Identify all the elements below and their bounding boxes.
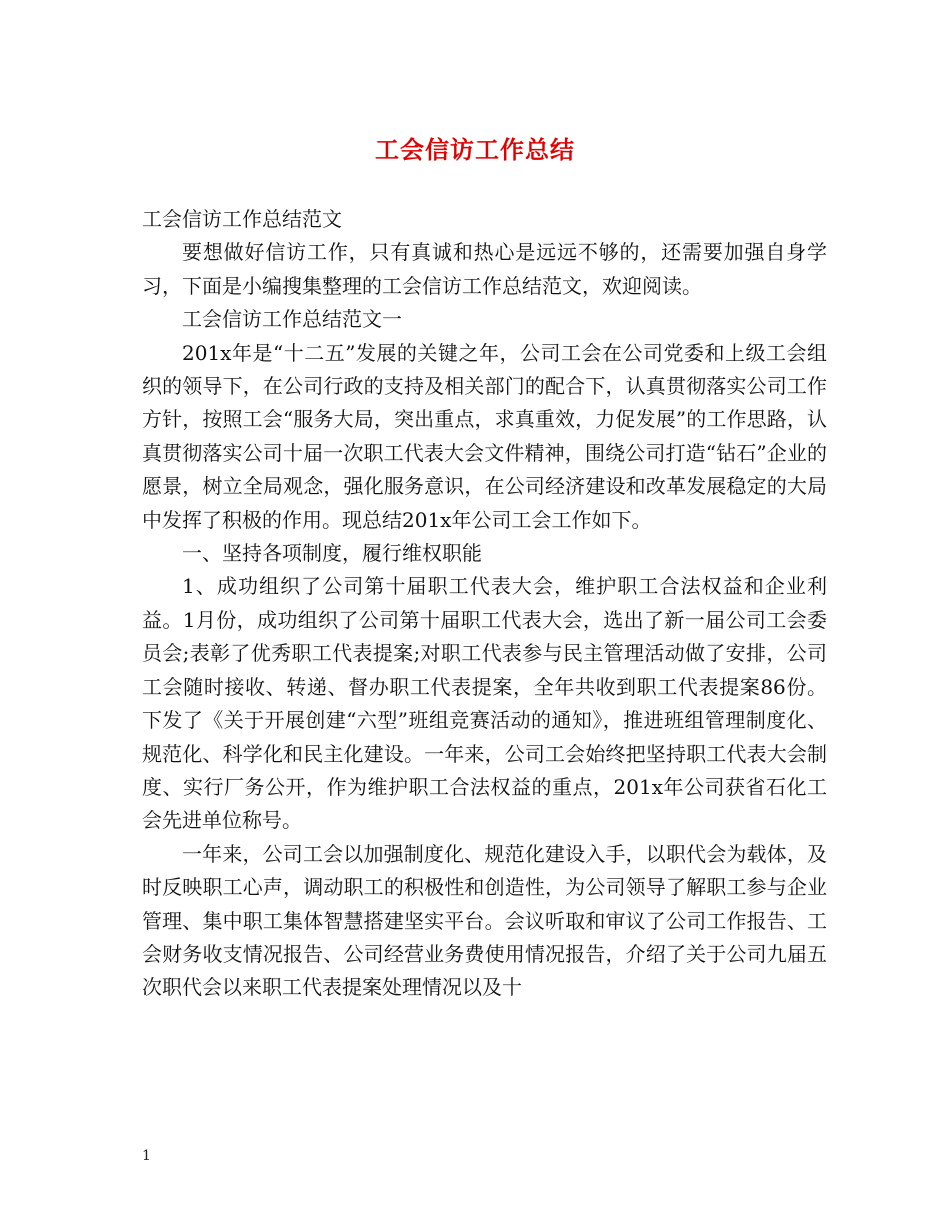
paragraph-item-one: 1、成功组织了公司第十届职工代表大会，维护职工合法权益和企业利益。1月份，成功组织了公司第十届职工代表大会，选出了新一届公司工会委员会;表彰了优秀职工代表提案;对职工代表参与民主管理活动做了安排，公司工会随时接收、转递、督办职工代表提案，全年共收到职工代表提案86份。下发了《关于开展创建“六型”班组竞赛活动的通知》，推进班组管理制度化、规范化、科学化和民主化建设。一年来，公司工会始终把坚持职工代表大会制度、实行厂务公开，作为维护职工合法权益的重点，201x年公司获省石化工会先进单位称号。 <box>142 574 827 833</box>
paragraph-subtitle: 工会信访工作总结范文 <box>142 207 342 231</box>
paragraph-section-heading: 工会信访工作总结范文一 <box>182 307 402 332</box>
page-number: 1 <box>142 1148 151 1164</box>
paragraph-heading-one: 一、坚持各项制度，履行维权职能 <box>182 541 482 566</box>
paragraph-year-summary: 一年来，公司工会以加强制度化、规范化建设入手，以职代会为载体，及时反映职工心声，调动职工的积极性和创造性，为公司领导了解职工参与企业管理、集中职工集体智慧搭建坚实平台。会议听取和审议了公司工作报告、工会财务收支情况报告、公司经营业务费使用情况报告，介绍了关于公司九届五次职代会以来职工代表提案处理情况以及十 <box>142 841 827 1000</box>
paragraph-intro: 要想做好信访工作，只有真诚和热心是远远不够的，还需要加强自身学习，下面是小编搜集整理的工会信访工作总结范文，欢迎阅读。 <box>142 240 827 298</box>
document-body <box>142 203 827 1005</box>
paragraph-overview: 201x年是“十二五”发展的关键之年，公司工会在公司党委和上级工会组织的领导下，在公司行政的支持及相关部门的配合下，认真贯彻落实公司工作方针，按照工会“服务大局，突出重点，求真重效，力促发展”的工作思路，认真贯彻落实公司十届一次职工代表大会文件精神，围绕公司打造“钻石”企业的愿景，树立全局观念，强化服务意识，在公司经济建设和改革发展稳定的大局中发挥了积极的作用。现总结201x年公司工会工作如下。 <box>142 340 827 532</box>
document-title: 工会信访工作总结 <box>375 135 575 164</box>
